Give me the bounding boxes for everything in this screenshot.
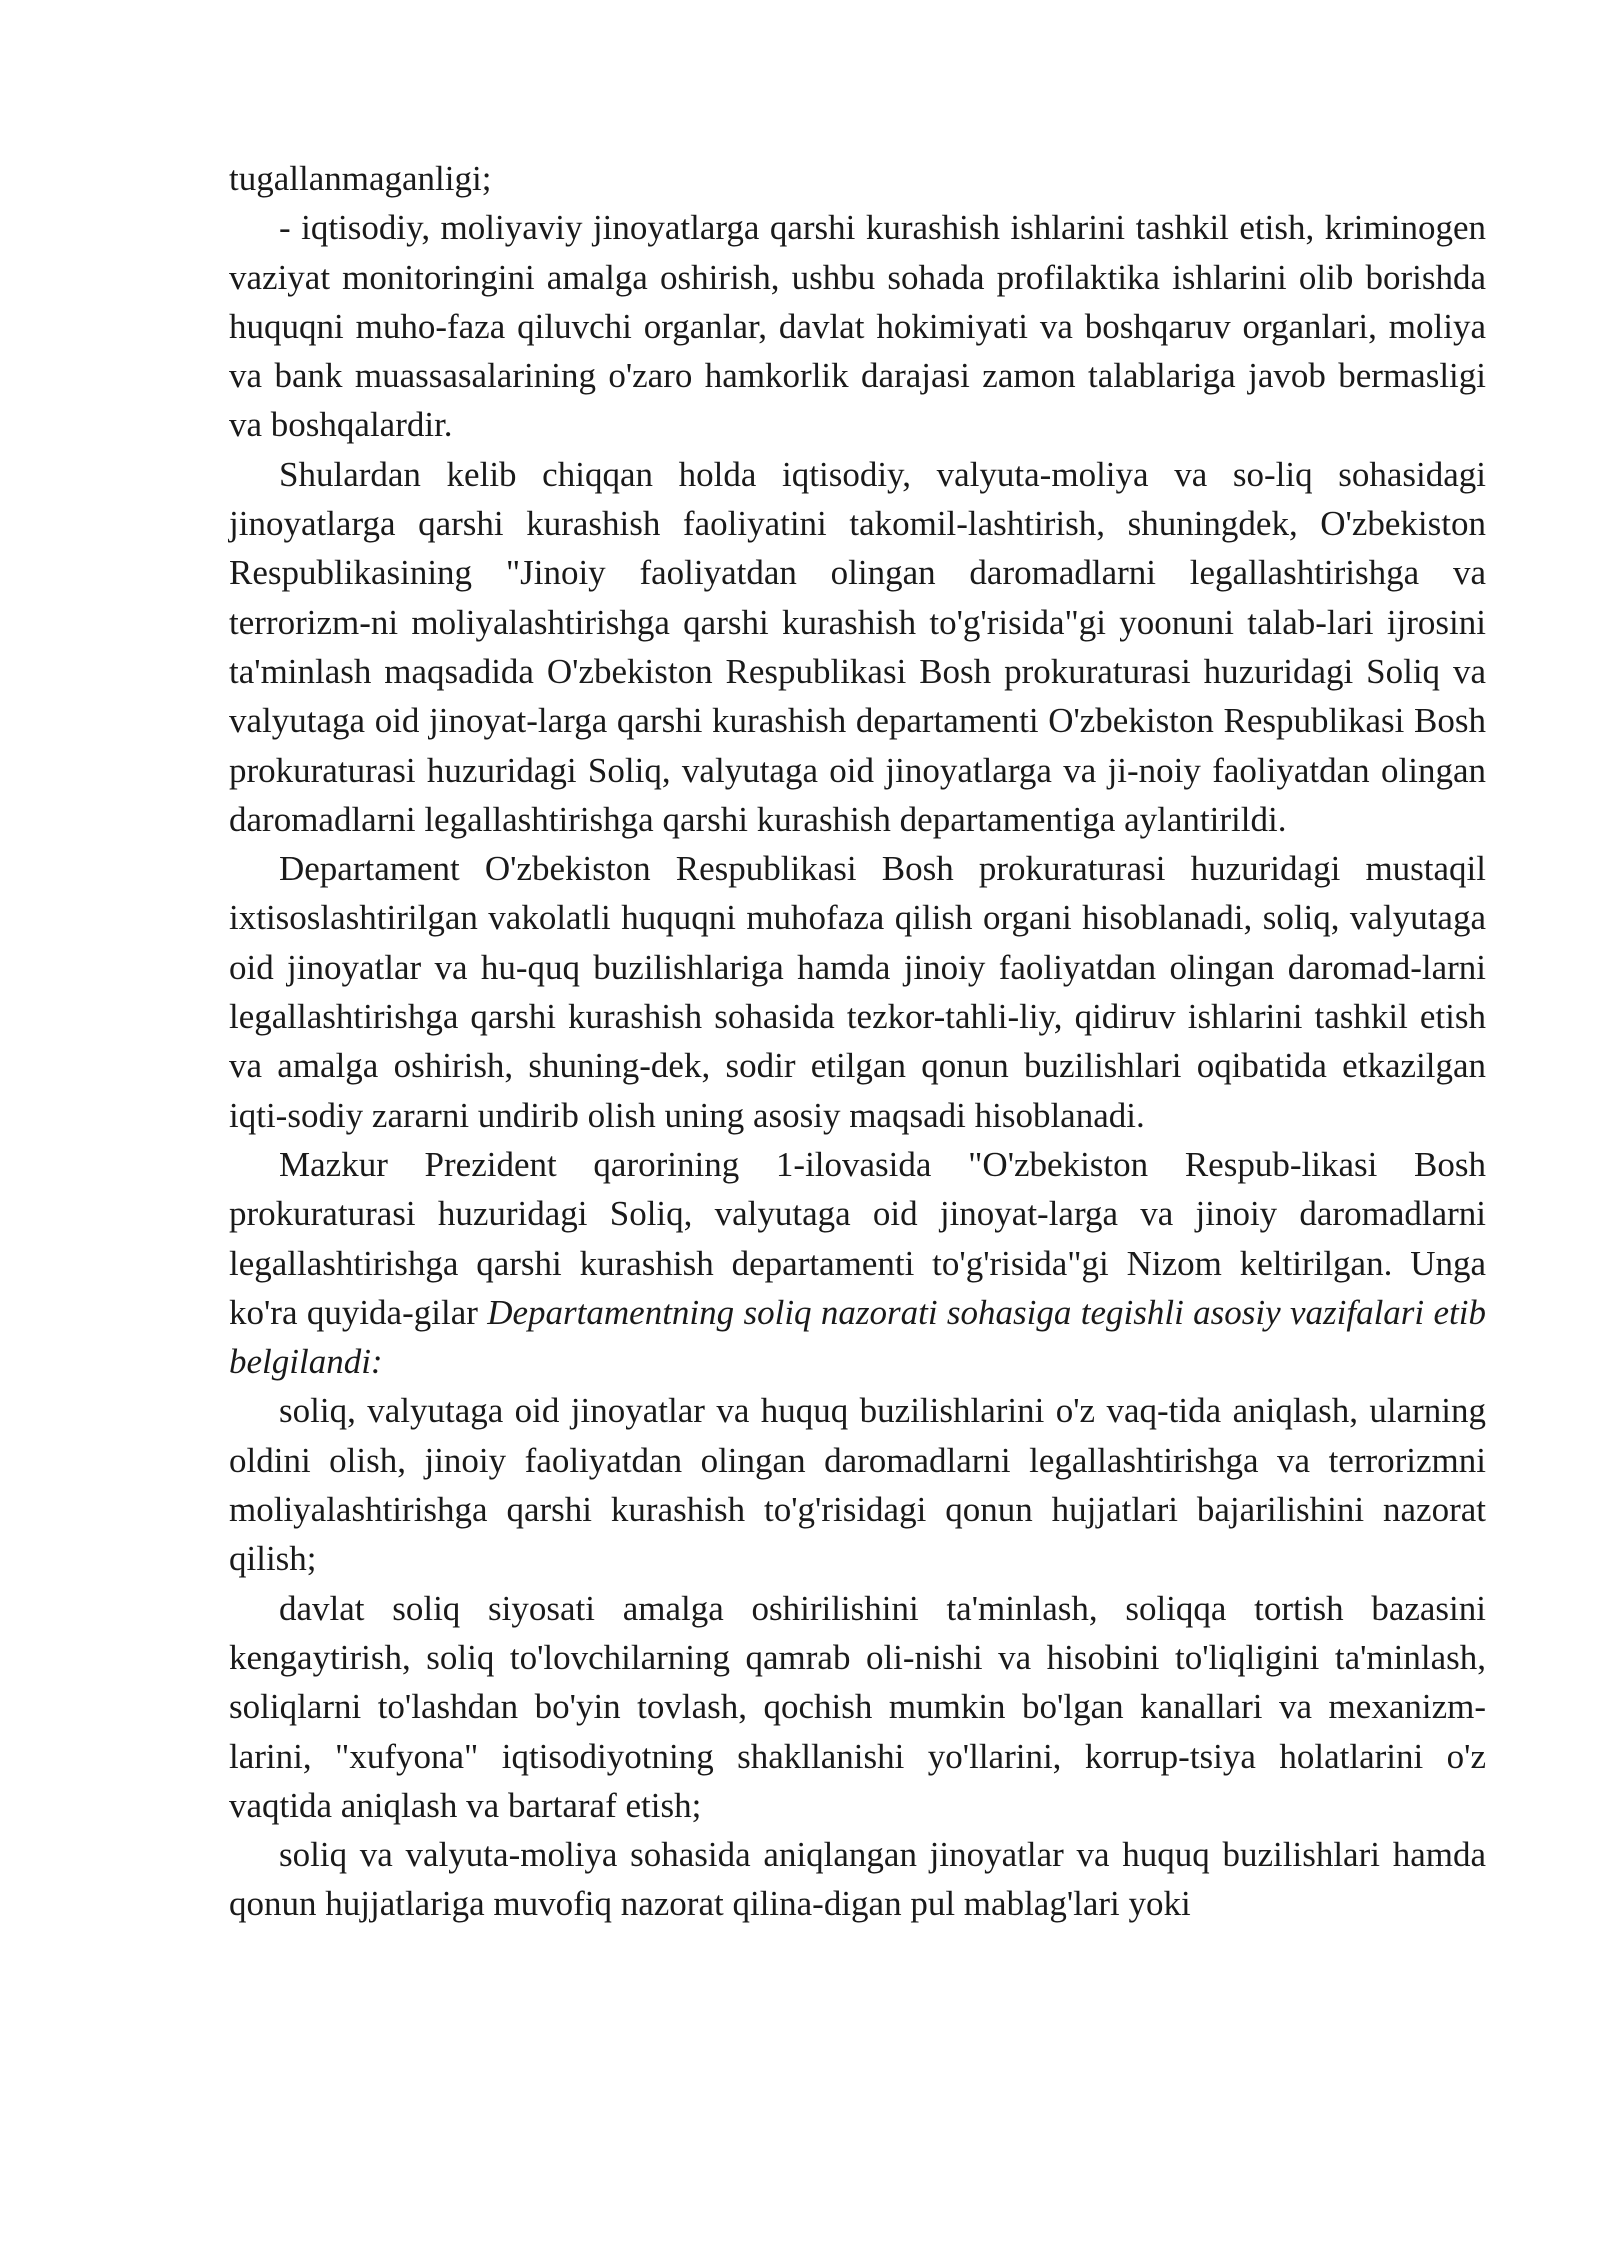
- paragraph-regulation-reference: [229, 1140, 1486, 1386]
- paragraph-regulation-italic-heading: Departamentning soliq nazorati sohasiga tegishli asosiy vazifalari etib belgilandi:: [229, 1292, 1486, 1382]
- paragraph-problems-list-item: - iqtisodiy, moliyaviy jinoyatlarga qarshi kurashish ishlarini tashkil etish, kriminogen vaziyat monitoringini amalga oshirish, ushbu sohada profilaktika ishlarini olib borishda huquqni muho-faza qiluvchi organlar, davlat hokimiyati va boshqaruv organlari, moliya va bank muassasalarining o'zaro hamkorlik darajasi zamon talablariga javob bermasligi va boshqalardir.: [229, 208, 1486, 445]
- paragraph-regulation-text: Mazkur Prezident qarorining 1-ilovasida "O'zbekiston Respub-likasi Bosh prokuraturasi huzuridagi Soliq, valyutaga oid jinoyat-larga va jinoiy daromadlarni legallashtirishga qarshi kurashish departamenti to'g'risida"gi Nizom keltirilgan. Unga ko'ra quyida-gilar: [229, 1144, 1486, 1332]
- paragraph-task-tax-policy: davlat soliq siyosati amalga oshirilishini ta'minlash, soliqqa tortish bazasini kengaytirish, soliq to'lovchilarning qamrab oli-nishi va hisobini to'liqligini ta'minlash, soliqlarni to'lashdan bo'yin tovlash, qochish mumkin bo'lgan kanallari va mexanizm-larini, "xufyona" iqtisodiyotning shakllanishi yo'llarini, korrup-tsiya holatlarini o'z vaqtida aniqlash va bartaraf etish;: [229, 1588, 1486, 1825]
- paragraph-department-reorganization: Shulardan kelib chiqqan holda iqtisodiy, valyuta-moliya va so-liq sohasidagi jinoyatlarga qarshi kurashish faoliyatini takomil-lashtirish, shuningdek, O'zbekiston Respublikasining "Jinoiy faoliyatdan olingan daromadlarni legallashtirishga va terrorizm-ni moliyalashtirishga qarshi kurashish to'g'risida"gi yoonuni talab-lari ijrosini ta'minlash maqsadida O'zbekiston Respublikasi Bosh prokuraturasi huzuridagi Soliq va valyutaga oid jinoyat-larga qarshi kurashish departamenti O'zbekiston Respublikasi Bosh prokuraturasi huzuridagi Soliq, valyutaga oid jinoyatlarga va ji-noiy faoliyatdan olingan daromadlarni legallashtirishga qarshi kurashish departamentiga aylantirildi.: [229, 454, 1486, 839]
- document-body: [229, 154, 1486, 1929]
- paragraph-task-control: soliq, valyutaga oid jinoyatlar va huquq buzilishlarini o'z vaq-tida aniqlash, ularning oldini olish, jinoiy faoliyatdan olingan daromadlarni legallashtirishga va terrorizmni moliyalashtirishga qarshi kurashish to'g'risidagi qonun hujjatlari bajarilishini nazorat qilish;: [229, 1391, 1486, 1579]
- paragraph-task-crimes: soliq va valyuta-moliya sohasida aniqlangan jinoyatlar va huquq buzilishlari hamda qonun hujjatlariga muvofiq nazorat qilina-digan pul mablag'lari yoki: [229, 1835, 1486, 1924]
- paragraph-department-status: Departament O'zbekiston Respublikasi Bosh prokuraturasi huzuridagi mustaqil ixtisoslashtirilgan vakolatli huquqni muhofaza qilish organi hisoblanadi, soliq, valyutaga oid jinoyatlar va hu-quq buzilishlariga hamda jinoiy faoliyatdan olingan daromad-larni legallashtirishga qarshi kurashish sohasida tezkor-tahli-liy, qidiruv ishlarini tashkil etish va amalga oshirish, shuning-dek, sodir etilgan qonun buzilishlari oqibatida etkazilgan iqti-sodiy zararni undirib olish uning asosiy maqsadi hisoblanadi.: [229, 849, 1486, 1135]
- paragraph-continuation: tugallanmaganligi;: [229, 159, 492, 198]
